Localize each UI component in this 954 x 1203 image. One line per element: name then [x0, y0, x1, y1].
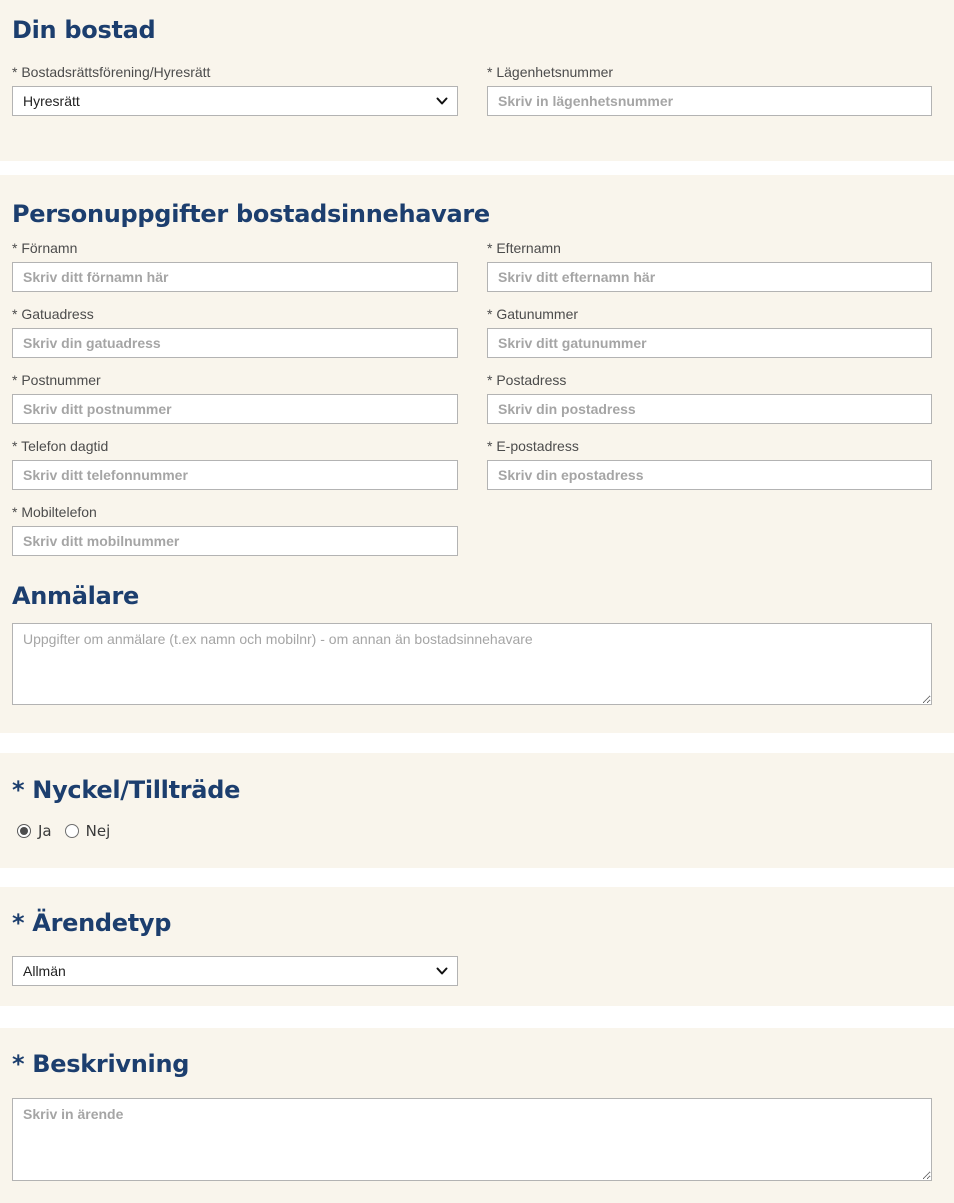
mobiltelefon-input[interactable]: [12, 526, 458, 556]
field-gatuadress: [12, 307, 458, 358]
nyckel-ja-label: Ja: [38, 822, 52, 840]
forening-select-wrap: [12, 86, 458, 116]
gatunummer-label: * Gatunummer: [487, 306, 579, 322]
anmalare-textarea[interactable]: [12, 623, 932, 705]
postnummer-label: * Postnummer: [12, 372, 101, 388]
telefon-dagtid-label: * Telefon dagtid: [12, 438, 109, 454]
mobiltelefon-label: * Mobiltelefon: [12, 504, 97, 520]
nyckel-option-nej[interactable]: [65, 822, 111, 840]
lagenhetsnummer-input[interactable]: [487, 86, 932, 116]
postadress-label: * Postadress: [487, 372, 567, 388]
gatunummer-input[interactable]: [487, 328, 932, 358]
efternamn-label: * Efternamn: [487, 240, 561, 256]
gatuadress-label: * Gatuadress: [12, 306, 94, 322]
lagenhetsnummer-label: * Lägenhetsnummer: [487, 64, 614, 80]
section-personuppgifter: [0, 175, 954, 733]
fornamn-label: * Förnamn: [12, 240, 78, 256]
arendetyp-select[interactable]: [12, 956, 458, 986]
telefon-dagtid-input[interactable]: [12, 460, 458, 490]
section-title-arendetyp: * Ärendetyp: [12, 909, 172, 937]
epostadress-input[interactable]: [487, 460, 932, 490]
nyckel-radio-group: [12, 822, 932, 840]
section-din-bostad: [0, 0, 954, 161]
section-title-nyckel: * Nyckel/Tillträde: [12, 776, 241, 804]
nyckel-nej-label: Nej: [85, 822, 111, 840]
section-title-din-bostad: Din bostad: [12, 16, 156, 44]
radio-nej-icon[interactable]: [65, 824, 79, 838]
field-efternamn: [487, 241, 932, 292]
field-gatunummer: [487, 307, 932, 358]
section-nyckel-tilltrade: [0, 753, 954, 868]
radio-ja-icon[interactable]: [17, 824, 31, 838]
postnummer-input[interactable]: [12, 394, 458, 424]
field-mobiltelefon: [12, 505, 458, 556]
fornamn-input[interactable]: [12, 262, 458, 292]
postadress-input[interactable]: [487, 394, 932, 424]
field-fornamn: [12, 241, 458, 292]
nyckel-option-ja[interactable]: [17, 822, 52, 840]
section-beskrivning: [0, 1028, 954, 1203]
section-title-beskrivning: * Beskrivning: [12, 1050, 190, 1078]
arendetyp-select-wrap: [12, 956, 458, 986]
forening-label: * Bostadsrättsförening/Hyresrätt: [12, 64, 211, 80]
person-field-grid: [12, 241, 932, 571]
epostadress-label: * E-postadress: [487, 438, 579, 454]
efternamn-input[interactable]: [487, 262, 932, 292]
forening-select[interactable]: [12, 86, 458, 116]
section-title-anmalare: Anmälare: [12, 582, 139, 610]
section-arendetyp: [0, 887, 954, 1006]
gatuadress-input[interactable]: [12, 328, 458, 358]
field-epostadress: [487, 439, 932, 490]
section-title-personuppgifter: Personuppgifter bostadsinnehavare: [12, 200, 490, 228]
beskrivning-textarea[interactable]: [12, 1098, 932, 1181]
field-forening: [12, 65, 458, 116]
field-postadress: [487, 373, 932, 424]
bostad-field-grid: [12, 65, 932, 131]
field-telefon-dagtid: [12, 439, 458, 490]
field-lagenhetsnummer: [487, 65, 932, 116]
field-postnummer: [12, 373, 458, 424]
